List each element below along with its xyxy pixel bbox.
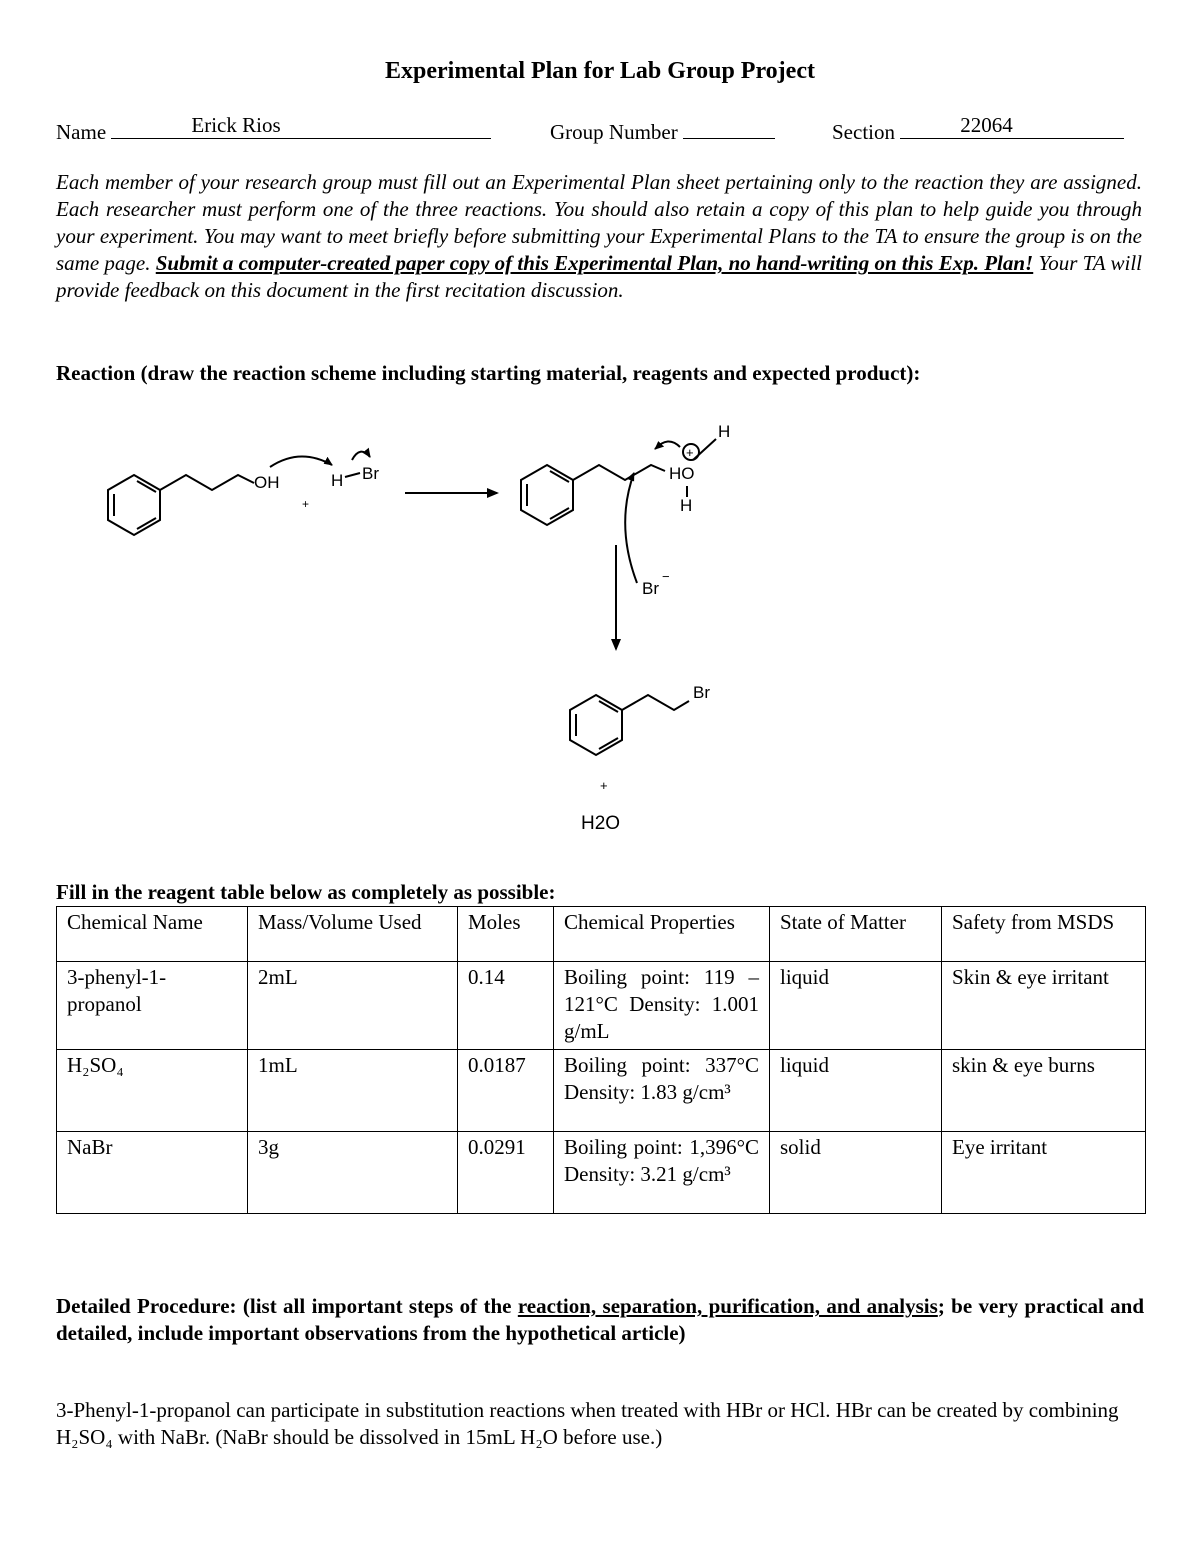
benzene-ring-product <box>570 695 622 755</box>
table-header-row <box>57 907 1146 962</box>
bromide-charge: − <box>662 569 670 584</box>
propyl-chain-intermediate <box>573 465 665 480</box>
mass-cell: 1mL <box>248 1050 458 1132</box>
h-label-reagent: H <box>331 471 344 490</box>
group-label: Group Number <box>550 120 678 144</box>
state-cell: liquid <box>770 962 942 1050</box>
header-cell: State of Matter <box>770 907 942 962</box>
header-cell: Chemical Properties <box>554 907 770 962</box>
section-value: 22064 <box>960 113 1013 137</box>
ethyl-chain-product <box>622 695 689 710</box>
bromide-label: Br <box>642 579 659 598</box>
header-cell: Safety from MSDS <box>942 907 1146 962</box>
curved-arrow-bromide-attack <box>625 473 637 583</box>
procedure-heading-underlined: reaction, separation, purification, and analysis <box>517 1294 938 1318</box>
table-row <box>57 1050 1146 1132</box>
procedure-text: 3-Phenyl-1-propanol can participate in substitution reactions when treated with HBr or HCl. HBr can be created by combining H₂SO₄ with NaBr. (NaBr should be dissolved in 15mL H₂O before use.) <box>56 1398 1119 1449</box>
reaction-scheme <box>0 405 1200 855</box>
name-label: Name <box>56 120 107 144</box>
safety-cell: Skin & eye irritant <box>942 962 1146 1050</box>
intro-text: Each member of your research group must fill out an Experimental Plan sheet pertaining only to the reaction they are assigned. Each researcher must perform one of the three reactions. You should also retain a copy of this plan to help guide you through your experiment. You may want to meet briefly before submitting your Experimental Plans to the TA to ensure the group is on the same page. <box>56 170 1142 275</box>
properties-cell: Boiling point: 337°C Density: 1.83 g/cm³ <box>554 1050 770 1132</box>
state-cell: liquid <box>770 1050 942 1132</box>
curved-arrow-oh-h <box>270 456 332 467</box>
reagent-table <box>56 906 1146 1214</box>
mass-cell: 3g <box>248 1132 458 1214</box>
propyl-chain-reactant <box>160 475 254 490</box>
state-cell: solid <box>770 1132 942 1214</box>
moles-cell: 0.0187 <box>458 1050 554 1132</box>
moles-cell: 0.0291 <box>458 1132 554 1214</box>
intro-bold-instruction: Submit a computer-created paper copy of this Experimental Plan, no hand-writing on this Exp. Plan! <box>155 251 1034 275</box>
curved-arrow-bond-break <box>655 441 680 449</box>
table-heading: Fill in the reagent table below as completely as possible: <box>56 880 556 904</box>
header-cell: Chemical Name <box>57 907 248 962</box>
h-top-label: H <box>718 422 731 441</box>
group-field <box>550 116 775 145</box>
plus-products: + <box>600 778 608 793</box>
group-line <box>683 116 775 139</box>
header-cell: Mass/Volume Used <box>248 907 458 962</box>
benzene-ring-reactant <box>108 475 160 535</box>
header-cell: Moles <box>458 907 554 962</box>
section-line <box>900 113 1124 139</box>
document-title: Experimental Plan for Lab Group Project <box>385 58 815 84</box>
h-bottom-label: H <box>680 496 693 515</box>
br-label-product: Br <box>693 683 710 702</box>
chemical-name-cell: NaBr <box>57 1132 248 1214</box>
procedure-heading <box>56 1293 1144 1347</box>
properties-cell: Boiling point: 1,396°C Density: 3.21 g/cm³ <box>554 1132 770 1214</box>
curved-arrow-h-br <box>352 452 370 460</box>
ho-label: HO <box>669 464 695 483</box>
name-value: Erick Rios <box>191 113 281 137</box>
procedure-heading-pre: Detailed Procedure: (list all important steps of the <box>56 1294 512 1318</box>
br-label-reagent: Br <box>362 464 379 483</box>
section-field <box>832 113 1124 145</box>
procedure-heading-post: ; be very practical and detailed, include important observations from the hypothetical article) <box>56 1294 1145 1345</box>
chemical-name-cell: H₂SO₄ <box>57 1050 248 1132</box>
h-br-bond <box>345 473 360 477</box>
instructions-paragraph <box>56 169 1142 304</box>
intro-tail: Your TA will provide feedback on this document in the first recitation discussion. <box>56 251 1143 302</box>
water-label: H2O <box>581 813 621 834</box>
header-fields <box>56 113 1146 146</box>
mass-cell: 2mL <box>248 962 458 1050</box>
table-row <box>57 1132 1146 1214</box>
oh-label: OH <box>254 473 280 492</box>
chemical-name-cell: 3-phenyl-1-propanol <box>57 962 248 1050</box>
properties-cell: Boiling point: 119 – 121°C Density: 1.001 g/mL <box>554 962 770 1050</box>
moles-cell: 0.14 <box>458 962 554 1050</box>
safety-cell: skin & eye burns <box>942 1050 1146 1132</box>
charge-plus: + <box>686 445 694 460</box>
table-row <box>57 962 1146 1050</box>
reaction-heading: Reaction (draw the reaction scheme including starting material, reagents and expected product): <box>56 361 921 385</box>
name-field <box>56 113 491 145</box>
section-label: Section <box>832 120 895 144</box>
safety-cell: Eye irritant <box>942 1132 1146 1214</box>
name-line <box>111 113 491 139</box>
plus-reactants: + <box>302 497 310 511</box>
benzene-ring-intermediate <box>521 465 573 525</box>
